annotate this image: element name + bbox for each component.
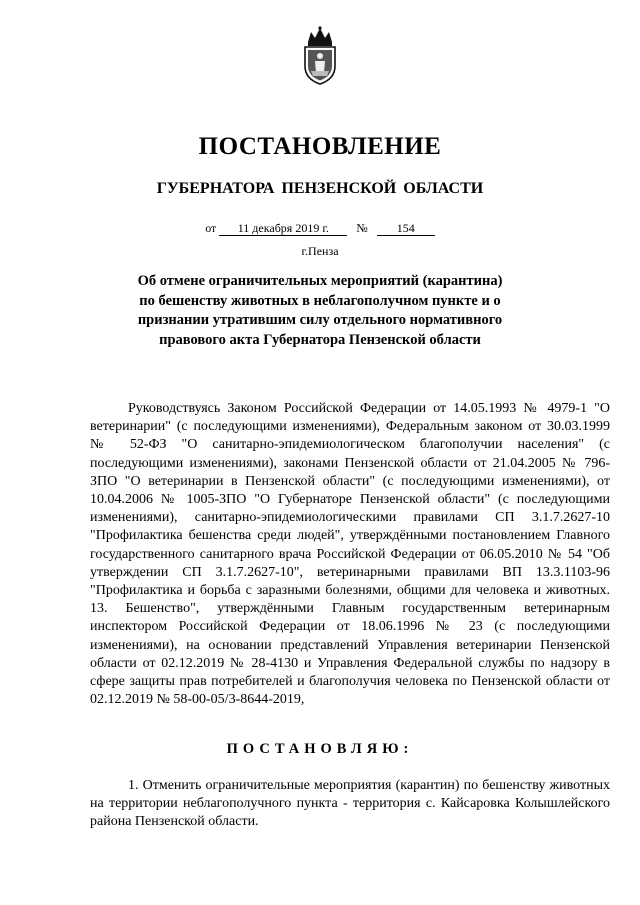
preamble-paragraph: Руководствуясь Законом Российской Федерации от 14.05.1993 № 4979-1 "О ветеринарии" (с последующими изменениями), Федеральным законом от 30.03.1999 № 52-ФЗ "О санитарно-эпидемиологическом благополучии населения" (с последующими изменениями), законами Пензенской области от 21.04.2005 № 796-ЗПО "О ветеринарии в Пензенской области" (с последующими изменениями), от 10.04.2006 № 1005-ЗПО "О Губернаторе Пензенской области" (с последующими изменениями), санитарно-эпидемиологическими правилами СП 3.1.7.2627-10 "Профилактика бешенства среди людей", утверждёнными постановлением Главного государственного санитарного врача Российской Федерации от 06.05.2010 № 54 "Об утверждении СП 3.1.7.2627-10", ветеринарными правилами ВП 13.3.1103-96 "Профилактика и борьба с заразными болезнями, общими для человека и животных. 13. Бешенство", утверждёнными Главным государственным ветеринарным инспектором Российской Федерации от 18.06.1996 № 23 (с последующими изменениями), на основании представлений Управления ветеринарии Пензенской области от 02.12.2019 № 28-4130 и Управления Федеральной службы по надзору в сфере защиты прав потребителей и благополучия человека по Пензенской области от 02.12.2019 № 58-00-05/3-8644-2019, <box>90 401 610 708</box>
coat-of-arms-icon <box>297 26 343 86</box>
document-number: 154 <box>377 221 435 236</box>
city-line: г.Пенза <box>301 244 339 258</box>
decree-word: ПОСТАНОВЛЯЮ: <box>226 741 414 757</box>
decree-item: 1. Отменить ограничительные мероприятия (карантин) по бешенству животных на территории неблагополучного пункта - территория с. Кайсаровка Колышлейского района Пензенской области. <box>90 778 610 830</box>
document-title: ПОСТАНОВЛЕНИЕ <box>198 133 442 160</box>
document-heading: Об отмене ограничительных мероприятий (карантина) по бешенству животных в неблагополучном пункте и о признании утратившим силу отдельного нормативного правового акта Губернатора Пензенской области <box>137 273 503 348</box>
document-issuer: ГУБЕРНАТОРА ПЕНЗЕНСКОЙ ОБЛАСТИ <box>156 180 484 197</box>
document-date: 11 декабря 2019 г. <box>219 221 347 236</box>
date-number-line <box>0 221 640 236</box>
number-label: № <box>356 221 368 235</box>
from-label: от <box>205 221 217 235</box>
